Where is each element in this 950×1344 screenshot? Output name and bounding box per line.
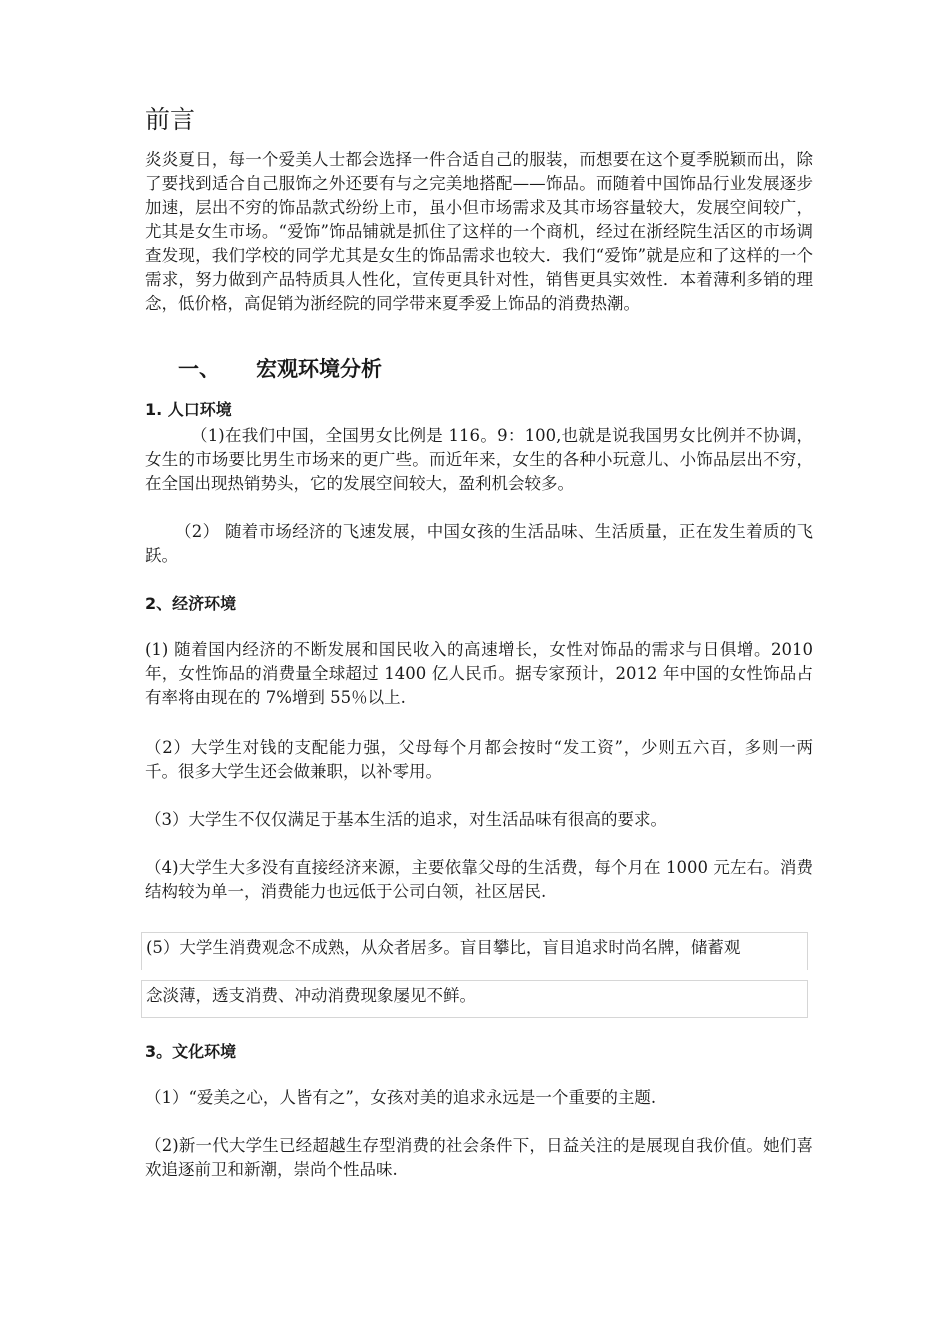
economy-paragraph-4: （4)大学生大多没有直接经济来源，主要依靠父母的生活费，每个月在 1000 元左右。消费结构较为单一，消费能力也远低于公司白领，社区居民. — [145, 858, 813, 901]
heading-population: 1. 人口环境 — [145, 400, 232, 419]
heading-culture: 3。文化环境 — [145, 1042, 237, 1061]
section-title: 宏观环境分析 — [256, 357, 382, 381]
heading-economy: 2、经济环境 — [145, 594, 237, 613]
economy-paragraph-5-line-1: (5）大学生消费观念不成熟，从众者居多。盲目攀比，盲目追求时尚名牌，储蓄观 — [141, 932, 808, 970]
population-paragraph-2: （2） 随着市场经济的飞速发展，中国女孩的生活品味、生活质量，正在发生着质的飞跃。 — [145, 522, 813, 565]
economy-paragraph-3: （3）大学生不仅仅满足于基本生活的追求，对生活品味有很高的要求。 — [145, 810, 667, 829]
economy-paragraph-1: (1) 随着国内经济的不断发展和国民收入的高速增长，女性对饰品的需求与日俱增。2010 年，女性饰品的消费量全球超过 1400 亿人民币。据专家预计，2012 年中国的女性饰品占有率将由现在的 7%增到 55％以上. — [145, 640, 813, 707]
population-paragraph-1: （1)在我们中国，全国男女比例是 116。9：100,也就是说我国男女比例并不协调，女生的市场要比男生市场来的更广些。而近年来，女生的各种小玩意儿、小饰品层出不穷，在全国出现热销势头，它的发展空间较大，盈利机会较多。 — [145, 426, 813, 493]
section-heading-macro-environment — [178, 354, 846, 384]
economy-paragraph-2: （2）大学生对钱的支配能力强，父母每个月都会按时“发工资”，少则五六百，多则一两千。很多大学生还会做兼职，以补零用。 — [145, 738, 813, 781]
economy-paragraph-5-line-2: 念淡薄，透支消费、冲动消费现象屡见不鲜。 — [141, 980, 808, 1018]
preface-paragraph: 炎炎夏日，每一个爱美人士都会选择一件合适自己的服装，而想要在这个夏季脱颖而出，除了要找到适合自己服饰之外还要有与之完美地搭配——饰品。而随着中国饰品行业发展逐步加速，层出不穷的饰品款式纷纷上市，虽小但市场需求及其市场容量较大，发展空间较广，尤其是女生市场。“爱饰”饰品铺就是抓住了这样的一个商机，经过在浙经院生活区的市场调查发现，我们学校的同学尤其是女生的饰品需求也较大．我们“爱饰”就是应和了这样的一个需求，努力做到产品特质具人性化，宣传更具针对性，销售更具实效性．本着薄利多销的理念，低价格，高促销为浙经院的同学带来夏季爱上饰品的消费热潮。 — [145, 150, 813, 313]
culture-paragraph-1: （1）“爱美之心，人皆有之”，女孩对美的追求永远是一个重要的主题. — [145, 1088, 657, 1107]
preface-title: 前言 — [145, 105, 196, 134]
section-number: 一、 — [178, 357, 220, 381]
culture-paragraph-2: （2)新一代大学生已经超越生存型消费的社会条件下，日益关注的是展现自我价值。她们喜欢追逐前卫和新潮，崇尚个性品味. — [145, 1136, 813, 1179]
